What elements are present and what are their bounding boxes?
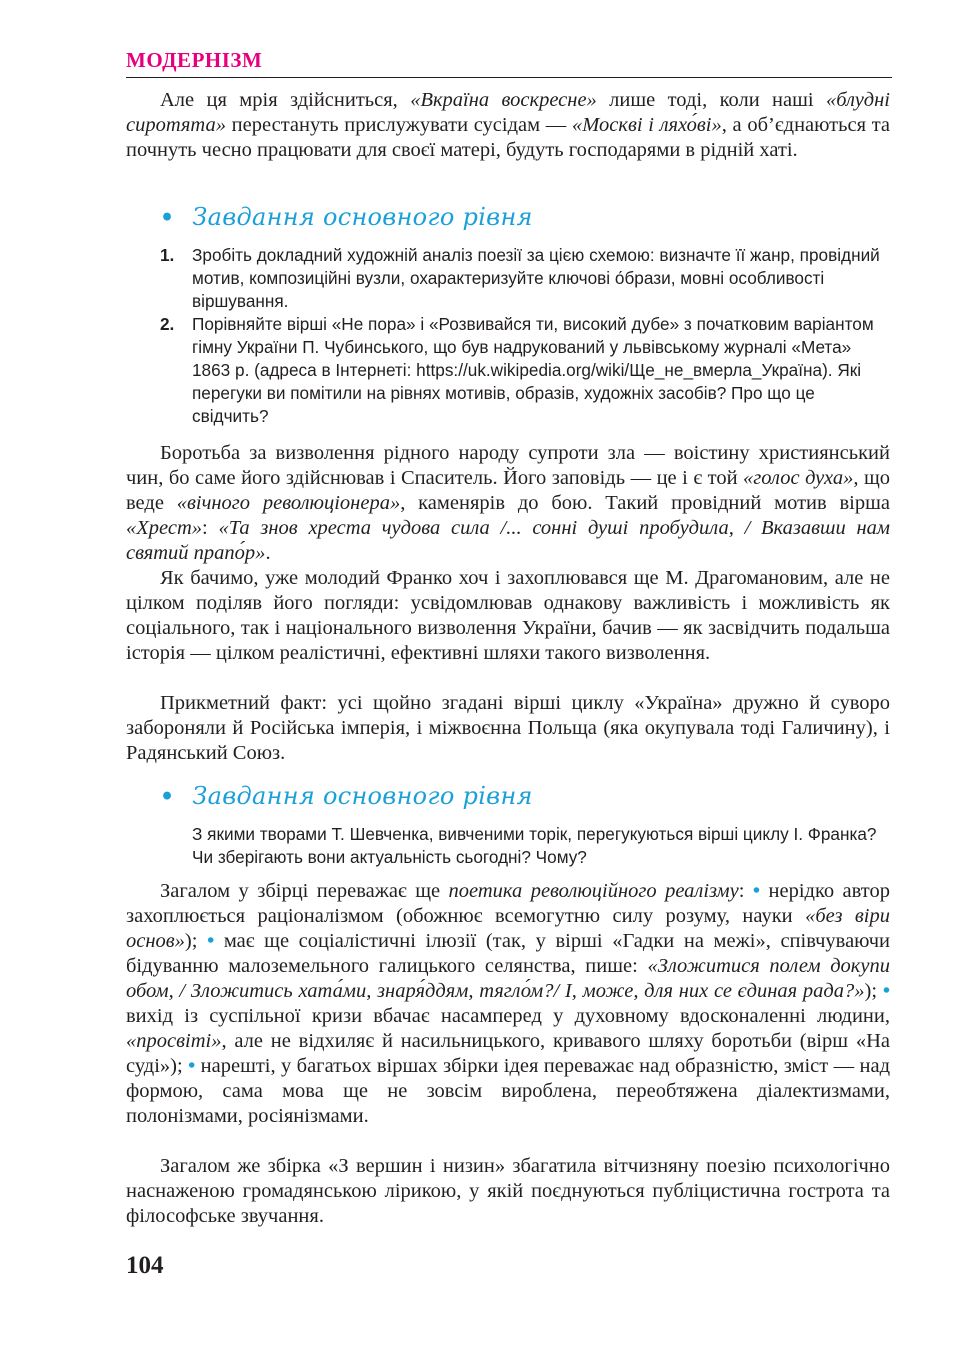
text: : bbox=[202, 517, 219, 539]
quote: «Хрест» bbox=[126, 517, 203, 539]
text: лише тоді, коли наші bbox=[596, 89, 826, 111]
task-heading-text: Завдання основного рівня bbox=[192, 203, 533, 231]
text: нерідко автор захоплюється раціоналізмом (обожнює всемогутню силу розуму, науки bbox=[126, 880, 890, 927]
text: . bbox=[265, 542, 271, 564]
text: Загалом у збірці переважає ще bbox=[160, 880, 449, 902]
task-number: 1. bbox=[160, 245, 175, 265]
task-heading-1 bbox=[160, 203, 533, 239]
task-text: З якими творами Т. Шевченка, вивченими торік, перегукуються вірші циклу І. Франка? Чи зберігають вони актуальність сьогодні? Чому? bbox=[192, 824, 877, 867]
page-number: 104 bbox=[126, 1252, 164, 1279]
text: ); bbox=[184, 930, 208, 952]
text: Боротьба за визволення рідного народу супроти зла — воістину християнський чин, бо саме його здійснював і Спаситель. Його заповідь — це і є той bbox=[126, 442, 890, 489]
quote: «просвіті» bbox=[126, 1030, 222, 1052]
quote: «вічного революціонера» bbox=[176, 492, 401, 514]
text: перестануть прислужувати сусідам — bbox=[226, 114, 572, 136]
paragraph-5 bbox=[126, 879, 890, 1129]
task-text: Зробіть докладний художній аналіз поезії за цією схемою: визначте її жанр, провідний мотив, композиційні вузли, охарактеризуйте ключові о́брази, мовні особливості віршування. bbox=[192, 245, 880, 311]
text: , а об’єднаються та почнуть чесно працювати для своєї матері, будуть господарями в рідній хаті. bbox=[126, 114, 891, 161]
bullet-icon: • bbox=[160, 205, 175, 231]
task-text: Порівняйте вірші «Не пора» і «Розвивайся ти, високий дубе» з початковим варіантом гімну України П. Чубинського, що був надрукований у львівському журналі «Мета» 1863 р. (адреса в Інтернеті: https://uk.wikipedia.org/wiki/Ще_не_вмерла_Україна). Які перегуки ви помітили на рівнях мотивів, образів, художніх засобів? Про що це свідчить? bbox=[192, 314, 874, 426]
task-heading-2 bbox=[160, 782, 533, 818]
bullet-icon: • bbox=[752, 880, 761, 902]
text: , що веде bbox=[126, 467, 890, 514]
task-number: 2. bbox=[160, 314, 175, 334]
quote: «без віри основ» bbox=[126, 905, 891, 952]
text: вихід із суспільної кризи вбачає насамперед у духовному вдосконаленні людини, bbox=[126, 1005, 890, 1027]
quote: «Зложитися полем докупи обом, / Зложитись хата́ми, знаря́ддям, тягло́м?/ І, може, для них се єдиная рада?» bbox=[126, 955, 891, 1002]
text: має ще соціалістичні ілюзії (так, у вірші «Гадки на межі», співчуваючи бідуванню малоземельного галицького селянства, пише: bbox=[126, 930, 890, 977]
paragraph-1 bbox=[126, 88, 890, 163]
text: : bbox=[738, 880, 753, 902]
quote: «Вкраїна воскресне» bbox=[410, 89, 597, 111]
quote: «Та знов хреста чудова сила /... сонні душі пробудила, / Вказавши нам святий прапо́р» bbox=[126, 517, 890, 564]
section-title: МОДЕРНІЗМ bbox=[126, 48, 263, 72]
paragraph-3: Як бачимо, уже молодий Франко хоч і захоплювався ще М. Драгомановим, але не цілком поділяв його погляди: усвідомлював однакову важливість і можливість як соціального, так і національного визволення України, бачив — як засвідчить подальша історія — цілком реалістичні, ефективні шляхи такого визволення. bbox=[126, 567, 890, 664]
task-item bbox=[158, 313, 888, 428]
quote: «голос духа» bbox=[743, 467, 854, 489]
text: , каменярів до бою. Такий провідний мотив вірша bbox=[400, 492, 891, 514]
task-list bbox=[158, 244, 888, 428]
paragraph-6: Загалом же збірка «З вершин і низин» збагатила вітчизняну поезію психологічно наснаженою громадянською лірикою, у якій поєднуються публіцистична гострота та філософське звучання. bbox=[126, 1155, 890, 1227]
text: ); bbox=[864, 980, 883, 1002]
text: , але не відхиляє й насильницького, кривавого шляху боротьби (вірш «На суді»); bbox=[126, 1030, 890, 1077]
text: нарешті, у багатьох віршах збірки ідея переважає над образністю, зміст — над формою, сама мова ще не зовсім вироблена, переобтяжена діалектизмами, полонізмами, росіянізмами. bbox=[126, 1055, 891, 1127]
paragraph-4: Прикметний факт: усі щойно згадані вірші циклу «Україна» дружно й суворо забороняли й Російська імперія, і міжвоєнна Польща (яка окупувала тоді Галичину), і Радянський Союз. bbox=[126, 692, 890, 764]
paragraph-2 bbox=[126, 441, 890, 566]
term: поетика революційного реалізму bbox=[448, 880, 739, 902]
header-rule bbox=[126, 77, 892, 78]
bullet-icon: • bbox=[160, 784, 175, 810]
quote: «блудні сиротята» bbox=[126, 89, 890, 136]
bullet-icon: • bbox=[207, 930, 215, 952]
task-item bbox=[158, 244, 888, 313]
quote: «Москві і ляхо́ві» bbox=[571, 114, 722, 136]
bullet-icon: • bbox=[882, 980, 890, 1002]
task-heading-text: Завдання основного рівня bbox=[192, 782, 533, 810]
text: Але ця мрія здійсниться, bbox=[160, 89, 411, 111]
bullet-icon: • bbox=[188, 1055, 196, 1077]
